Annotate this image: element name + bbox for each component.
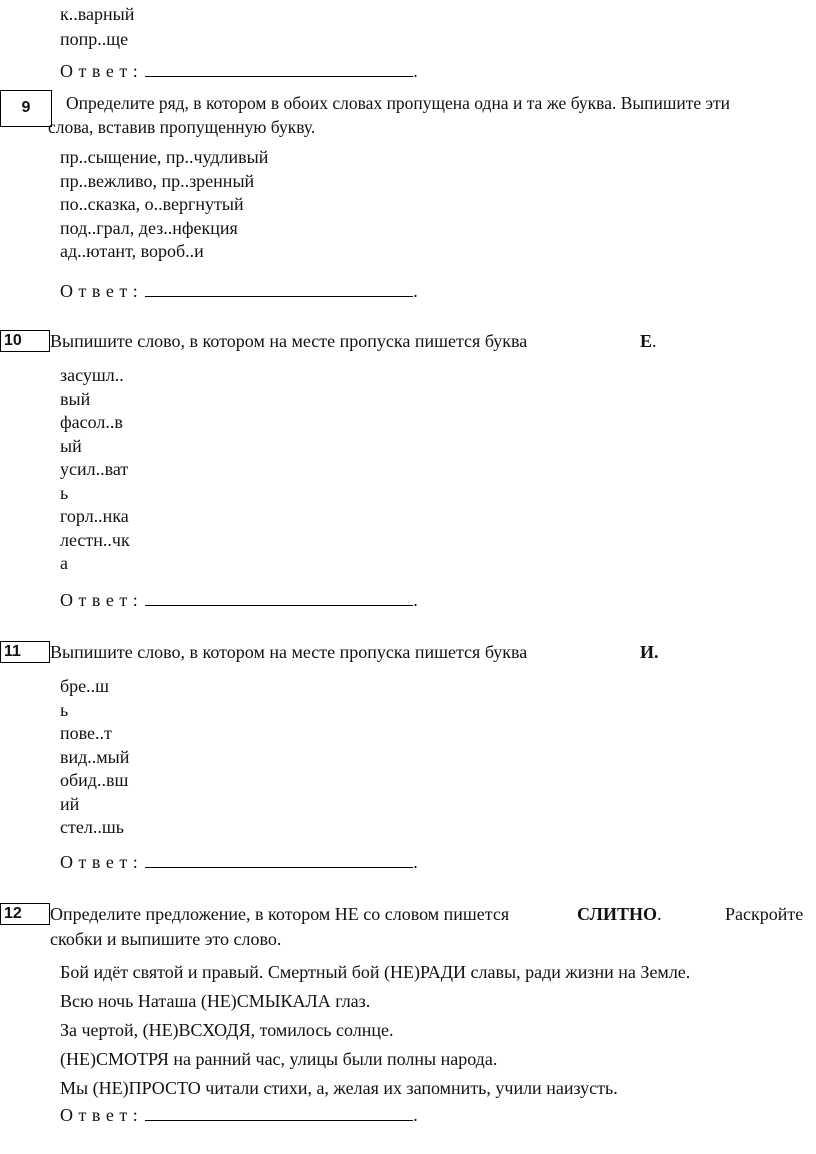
question-number-12: 12 <box>0 903 50 925</box>
word-option: обид..вш <box>60 770 129 790</box>
answer-blank[interactable] <box>145 1104 413 1121</box>
answer-line-top[interactable] <box>60 60 418 83</box>
q11-prompt: Выпишите слово, в котором на месте пропуска пишется буква <box>50 642 528 662</box>
answer-blank[interactable] <box>145 589 413 606</box>
word-option: ий <box>60 793 80 814</box>
word-option: пр..вежливо, пр..зренный <box>60 170 255 191</box>
q12-prompt-start: Определите предложение, в котором НЕ со словом пишется <box>50 904 510 924</box>
answer-end: . <box>413 61 419 81</box>
answer-end: . <box>413 590 419 610</box>
answer-label: О т в е т : <box>60 590 139 610</box>
sentence-option: Всю ночь Наташа (НЕ)СМЫКАЛА глаз. <box>60 991 371 1011</box>
word-option: к..варный <box>60 4 135 24</box>
q11-letter: И. <box>640 642 659 662</box>
answer-blank[interactable] <box>145 280 413 297</box>
q10-option-list <box>60 364 130 576</box>
answer-end: . <box>413 852 419 872</box>
answer-label: О т в е т : <box>60 61 139 81</box>
word-option: бре..ш <box>60 676 110 696</box>
word-option: лестн..чк <box>60 529 130 550</box>
word-option: усил..ват <box>60 459 129 479</box>
question-number-10: 10 <box>0 330 50 352</box>
answer-line-q12[interactable] <box>60 1104 418 1127</box>
word-option: а <box>60 553 68 573</box>
answer-label: О т в е т : <box>60 281 139 301</box>
word-option: по..сказка, о..вергнутый <box>60 194 244 214</box>
q12-option-list <box>60 958 690 1103</box>
q12-prompt-end: Раскройте <box>725 904 804 924</box>
answer-end: . <box>413 1105 419 1125</box>
answer-line-q9[interactable] <box>60 280 418 303</box>
word-option: засушл.. <box>60 365 124 385</box>
word-option: горл..нка <box>60 506 129 526</box>
q9-prompt-line2: слова, вставив пропущенную букву. <box>48 117 316 137</box>
word-option: ый <box>60 435 82 456</box>
word-option: вид..мый <box>60 746 130 767</box>
sentence-option: (НЕ)СМОТРЯ на ранний час, улицы были полны народа. <box>60 1049 498 1069</box>
q9-prompt-line1: Определите ряд, в котором в обоих словах пропущена одна и та же буква. Выпишите эти <box>66 93 731 113</box>
q12-prompt-line2: скобки и выпишите это слово. <box>50 929 282 949</box>
question-number-9: 9 <box>0 90 52 127</box>
answer-blank[interactable] <box>145 851 413 868</box>
q11-option-list <box>60 675 129 840</box>
word-option: фасол..в <box>60 412 123 432</box>
q12-emphasis: СЛИТНО. <box>577 904 662 924</box>
word-option: стел..шь <box>60 817 124 837</box>
sentence-option: Мы (НЕ)ПРОСТО читали стихи, а, желая их запомнить, учили наизусть. <box>60 1078 618 1098</box>
sentence-option: За чертой, (НЕ)ВСХОДЯ, томилось солнце. <box>60 1020 394 1040</box>
top-word-list <box>60 2 134 52</box>
word-option: ь <box>60 699 69 720</box>
word-option: вый <box>60 388 91 409</box>
word-option: пр..сыщение, пр..чудливый <box>60 147 269 167</box>
answer-label: О т в е т : <box>60 1105 139 1125</box>
q9-option-list <box>60 146 268 264</box>
answer-end: . <box>413 281 419 301</box>
word-option: ад..ютант, вороб..и <box>60 241 204 261</box>
q10-letter: Е. <box>640 331 657 351</box>
sentence-option: Бой идёт святой и правый. Смертный бой (НЕ)РАДИ славы, ради жизни на Земле. <box>60 962 691 982</box>
answer-label: О т в е т : <box>60 852 139 872</box>
word-option: ь <box>60 482 69 503</box>
q10-prompt: Выпишите слово, в котором на месте пропуска пишется буква <box>50 331 528 351</box>
word-option: пове..т <box>60 723 112 743</box>
answer-blank[interactable] <box>145 60 413 77</box>
answer-line-q11[interactable] <box>60 851 418 874</box>
answer-line-q10[interactable] <box>60 589 418 612</box>
word-option: под..грал, дез..нфекция <box>60 217 238 238</box>
word-option: попр..ще <box>60 29 129 49</box>
question-number-11: 11 <box>0 641 50 663</box>
